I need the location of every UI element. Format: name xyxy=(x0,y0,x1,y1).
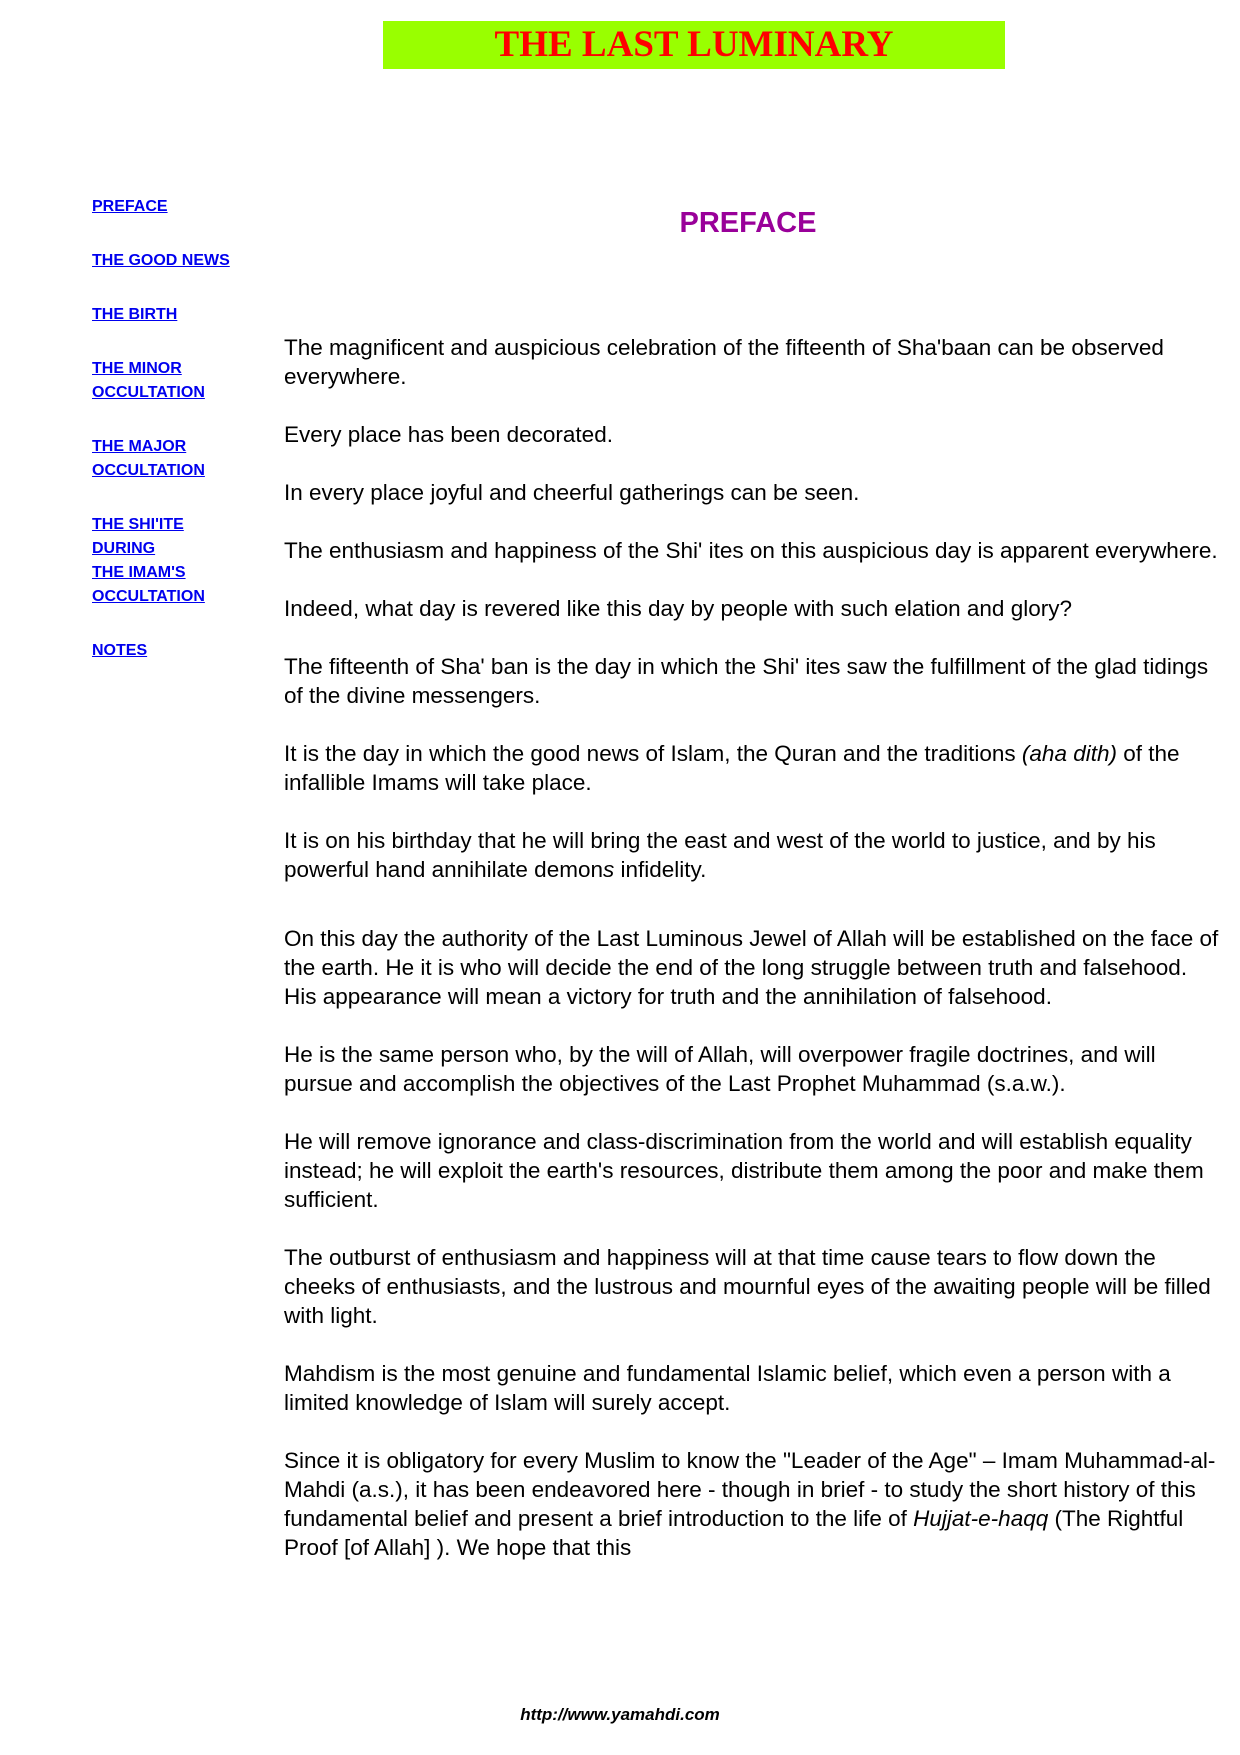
nav-link-good-news[interactable] xyxy=(92,249,292,273)
paragraph: The outburst of enthusiasm and happiness will at that time cause tears to flow down the cheeks of enthusiasts, and the lustrous and mournful eyes of the awaiting people will be filled with light. xyxy=(284,1245,1211,1328)
nav-link-label: OCCULTATION xyxy=(92,588,205,605)
paragraph-text: Since it is obligatory for every Muslim to know the "Leader of the Age" – Imam Muhammad-al-Mahdi (a.s.), it has been endeavored here - though in brief - to study the short history of this fundamental belief and present a brief introduction to the life of xyxy=(284,1448,1216,1531)
paragraph: Mahdism is the most genuine and fundamental Islamic belief, which even a person with a limited knowledge of Islam will surely accept. xyxy=(284,1361,1171,1415)
italic-term: (aha dith) xyxy=(1021,741,1117,766)
chapter-nav xyxy=(92,195,292,693)
paragraph: He will remove ignorance and class-discrimination from the world and will establish equality instead; he will exploit the earth's resources, distribute them among the poor and make them sufficient. xyxy=(284,1129,1204,1212)
site-title-banner: THE LAST LUMINARY xyxy=(383,21,1005,69)
paragraph: On this day the authority of the Last Luminous Jewel of Allah will be established on the face of the earth. He it is who will decide the end of the long struggle between truth and falsehood. His appearance will mean a victory for truth and the annihilation of falsehood. xyxy=(284,926,1219,1009)
paragraph: The fifteenth of Sha' ban is the day in which the Shi' ites saw the fulfillment of the glad tidings of the divine messengers. xyxy=(284,654,1209,708)
nav-link-label: OCCULTATION xyxy=(92,384,205,401)
paragraph: The enthusiasm and happiness of the Shi' ites on this auspicious day is apparent everywhere. xyxy=(284,538,1218,563)
nav-link-label: THE IMAM'S xyxy=(92,564,186,581)
nav-link-label: OCCULTATION xyxy=(92,462,205,479)
nav-link-label: THE MAJOR xyxy=(92,438,187,455)
italic-letter: s xyxy=(602,857,615,882)
nav-link-preface[interactable] xyxy=(92,195,292,219)
nav-link-label: THE SHI'ITE xyxy=(92,516,184,533)
paragraph: Indeed, what day is revered like this day by people with such elation and glory? xyxy=(284,596,1072,621)
nav-link-label: THE MINOR xyxy=(92,360,182,377)
article-body xyxy=(284,333,1219,1591)
paragraph xyxy=(284,1446,1219,1562)
nav-link-notes[interactable] xyxy=(92,639,292,663)
nav-link-label: NOTES xyxy=(92,642,148,659)
nav-link-label: DURING xyxy=(92,540,156,557)
paragraph-text: (The Rightful Proof [of Allah] ). We hope that this xyxy=(284,1506,1184,1560)
paragraph: The magnificent and auspicious celebration of the fifteenth of Sha'baan can be observed everywhere. xyxy=(284,335,1164,389)
italic-term: Hujjat-e-haqq xyxy=(913,1506,1049,1531)
paragraph-text: It is on his birthday that he will bring the east and west of the world to justice, and by his powerful hand annihilate demon xyxy=(284,828,1156,882)
nav-link-minor-occultation[interactable] xyxy=(92,357,292,405)
page-title: PREFACE xyxy=(679,207,817,239)
nav-link-label: THE BIRTH xyxy=(92,306,178,323)
nav-link-major-occultation[interactable] xyxy=(92,435,292,483)
paragraph-text: infidelity. xyxy=(614,857,707,882)
paragraph: He is the same person who, by the will of Allah, will overpower fragile doctrines, and will pursue and accomplish the objectives of the Last Prophet Muhammad (s.a.w.). xyxy=(284,1042,1156,1096)
paragraph-text: It is the day in which the good news of Islam, the Quran and the traditions xyxy=(284,741,1022,766)
nav-link-label: THE GOOD NEWS xyxy=(92,252,230,269)
footer-url: http://www.yamahdi.com xyxy=(520,1705,720,1724)
paragraph: Every place has been decorated. xyxy=(284,422,613,447)
paragraph-text: of the infallible Imams will take place. xyxy=(284,741,1180,795)
nav-link-shiite-during-occultation[interactable] xyxy=(92,513,292,609)
paragraph xyxy=(284,826,1219,884)
nav-link-label: PREFACE xyxy=(92,198,168,215)
paragraph xyxy=(284,739,1219,797)
nav-link-birth[interactable] xyxy=(92,303,292,327)
paragraph: In every place joyful and cheerful gatherings can be seen. xyxy=(284,480,860,505)
